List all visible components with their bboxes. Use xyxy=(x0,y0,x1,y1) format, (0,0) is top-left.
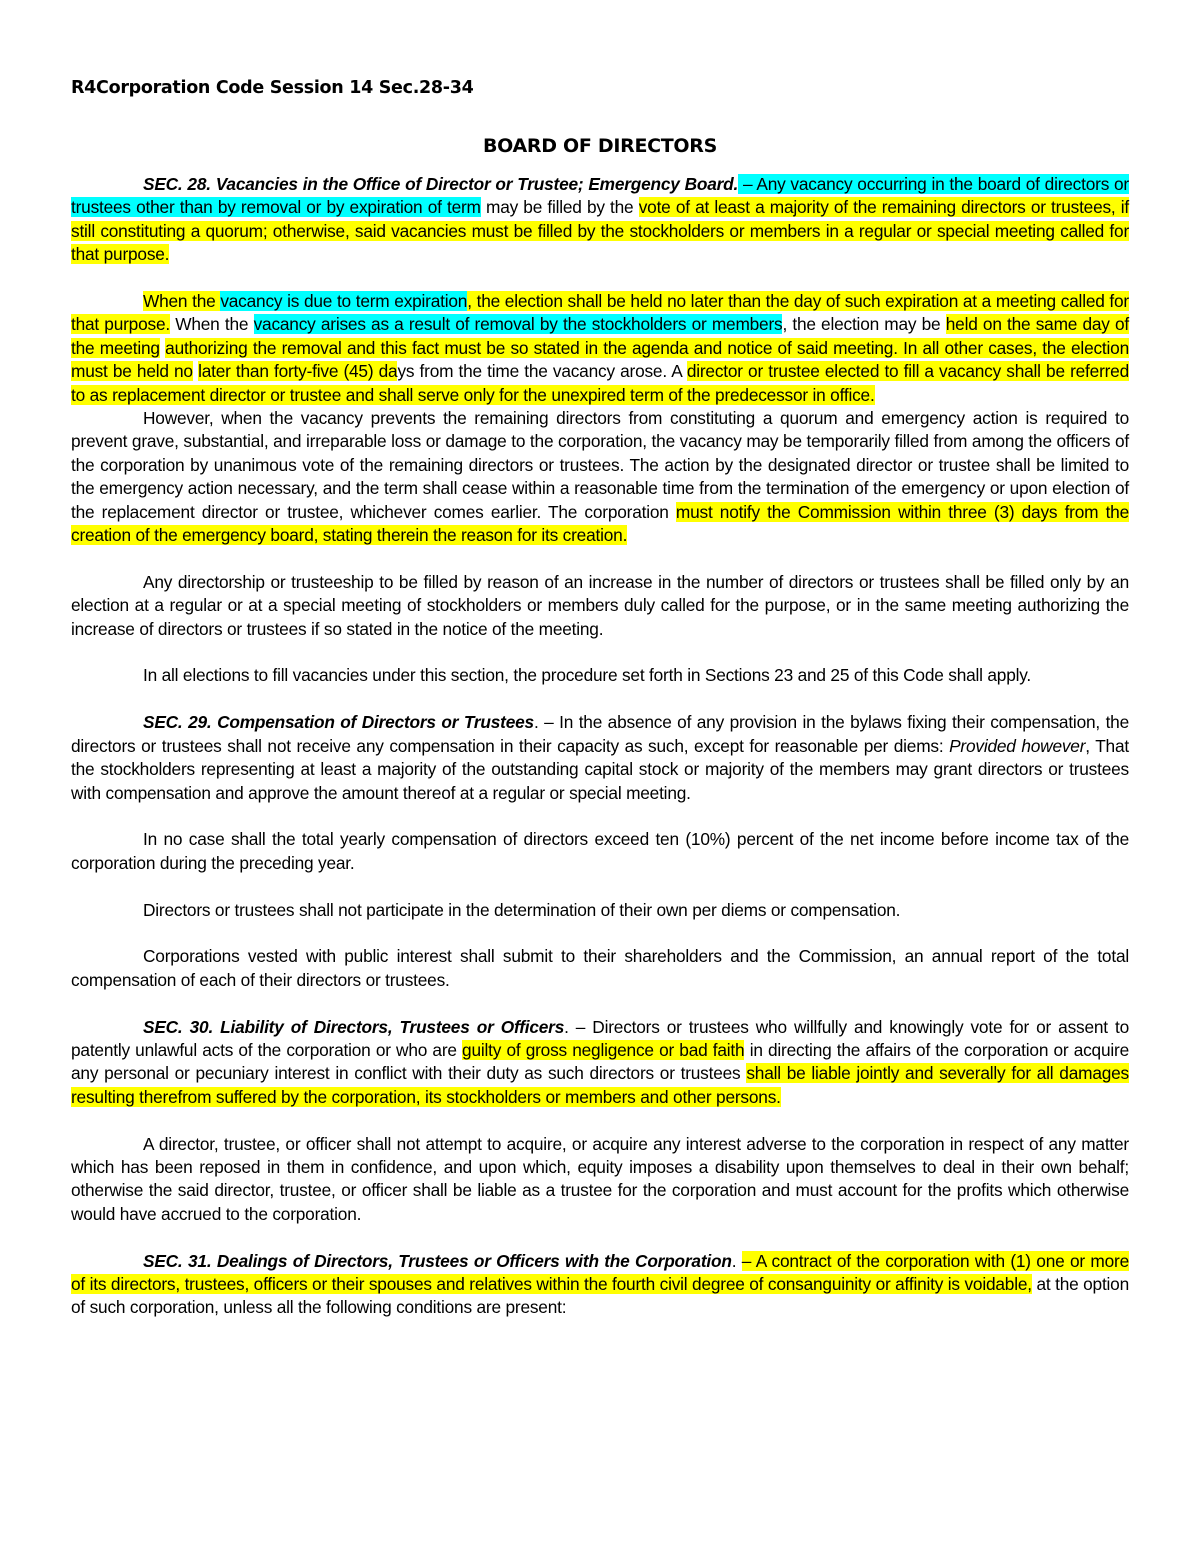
sec28-paragraph-5: In all elections to fill vacancies under this section, the procedure set forth in Sections 23 and 25 of this Code shall apply. xyxy=(143,665,1032,686)
sec30-paragraph-2: A director, trustee, or officer shall not attempt to acquire, or acquire any interest adverse to the corporation in respect of any matter which has been reposed in them in confidence, and upon which, equity imposes a disability upon themselves to deal in their own behalf; otherwise the said director, trustee, or officer shall be liable as a trustee for the corporation and must account for the profits which otherwise would have accrued to the corporation. xyxy=(71,1133,1129,1224)
sec28-paragraph-1 xyxy=(71,173,1129,267)
sec31-p1-run: – A contract of the corporation with (1) one or more of its directors, trustees, officers or their spouses and relatives within the fourth civil degree of consanguinity or affinity is voidable, xyxy=(71,1250,1129,1294)
sec31-p1-run: at the option of such corporation, unless all the following conditions are present: xyxy=(71,1273,1130,1318)
sec28-p2-run: , the election shall be held no later than the day of such expiration at a meeting called for that purpose. xyxy=(71,291,1129,335)
sec29-paragraph-1 xyxy=(71,711,1129,805)
document-header: R4Corporation Code Session 14 Sec.28-34 xyxy=(71,78,474,98)
sec30-paragraph-1 xyxy=(71,1016,1129,1110)
sec29-heading: SEC. 29. Compensation of Directors or Trustees xyxy=(143,712,534,733)
sec29-paragraph-4: Corporations vested with public interest shall submit to their shareholders and the Commission, an annual report of the total compensation of each of their directors or trustees. xyxy=(71,946,1129,990)
sec28-p2-run: later than forty-five (45) da xyxy=(198,361,398,382)
sec28-p1-run: vote of at least a majority of the remaining directors or trustees, if still constituting a quorum; otherwise, said vacancies must be filled by the stockholders or members in a regular or special meeting called for that purpose. xyxy=(71,197,1130,265)
sec28-p2-run: vacancy is due to term expiration xyxy=(220,291,468,312)
sec31-paragraph-1 xyxy=(71,1250,1129,1320)
sec29-paragraph-2: In no case shall the total yearly compensation of directors exceed ten (10%) percent of the net income before income tax of the corporation during the preceding year. xyxy=(71,829,1129,873)
sec28-p3-run: However, when the vacancy prevents the remaining directors from constituting a quorum and emergency action is required to prevent grave, substantial, and irreparable loss or damage to the corporation, the vacancy may be temporarily filled from among the officers of the corporation by unanimous vote of the remaining directors or trustees. The action by the designated director or trustee shall be limited to the emergency action necessary, and the term shall cease within a reasonable time from the termination of the emergency or upon election of the replacement director or trustee, whichever comes earlier. The corporation xyxy=(71,408,1129,522)
sec28-p2-run: When the xyxy=(169,314,254,335)
sec30-p1-run: shall be liable jointly and severally for all damages resulting therefrom suffered by the corporation, its stockholders or members and other persons. xyxy=(71,1063,1129,1107)
sec30-p1-run: guilty of gross negligence or bad faith xyxy=(462,1039,745,1060)
sec28-p3-run: must notify the Commission within three (3) days from the creation of the emergency board, stating therein the reason for its creation. xyxy=(71,501,1129,546)
sec28-paragraph-2 xyxy=(71,290,1129,407)
sec30-p1-run: in directing the affairs of the corporation or acquire any personal or pecuniary interest in conflict with their duty as such directors or trustees xyxy=(71,1039,1129,1084)
sec28-heading: SEC. 28. Vacancies in the Office of Director or Trustee; Emergency Board. xyxy=(143,174,739,194)
document-title: BOARD OF DIRECTORS xyxy=(482,135,717,157)
sec28-p2-run: , the election may be xyxy=(782,314,946,335)
sec28-p1-run: may be filled by the xyxy=(480,197,639,218)
sec28-paragraph-3 xyxy=(71,407,1129,547)
sec28-paragraph-4: Any directorship or trusteeship to be filled by reason of an increase in the number of directors or trustees shall be filled only by an election at a regular or at a special meeting of stockholders or members duly called for the purpose, or in the same meeting authorizing the increase of directors or trustees if so stated in the notice of the meeting. xyxy=(71,571,1129,639)
sec29-p1-proviso: Provided however xyxy=(949,735,1086,756)
sec29-p1-text: , That the stockholders representing at least a majority of the outstanding capital stock or majority of the members may grant directors or trustees with compensation and approve the amount thereof at a regular or special meeting. xyxy=(71,735,1129,803)
sec28-p2-run: When the xyxy=(143,291,221,312)
sec28-p2-run: authorizing the removal and this fact must be so stated in the agenda and notice of said meeting. In all other cases, the election must be held no xyxy=(71,337,1129,382)
sec30-heading: SEC. 30. Liability of Directors, Trustees or Officers xyxy=(143,1016,565,1037)
sec29-p1-text: . – In the absence of any provision in the bylaws fixing their compensation, the directors or trustees shall not receive any compensation in their capacity as such, except for reasonable per diems: xyxy=(71,712,1129,756)
sec28-p1-run: – Any vacancy occurring in the board of directors or trustees other than by removal or by expiration of term xyxy=(71,174,1129,218)
sec30-p1-run: . – Directors or trustees who willfully and knowingly vote for or assent to patently unlawful acts of the corporation or who are xyxy=(71,1016,1129,1060)
sec28-p2-run: ys from the time the vacancy arose. A xyxy=(397,361,687,382)
sec29-paragraph-3: Directors or trustees shall not participate in the determination of their own per diems or compensation. xyxy=(143,899,901,920)
sec31-heading: SEC. 31. Dealings of Directors, Trustees or Officers with the Corporation xyxy=(143,1250,732,1271)
sec28-p2-run: director or trustee elected to fill a vacancy shall be referred to as replacement director or trustee and shall serve only for the unexpired term of the predecessor in office. xyxy=(71,361,1129,405)
sec28-p2-run: held on the same day of the meeting xyxy=(71,314,1130,358)
sec31-p1-run: . xyxy=(731,1250,742,1271)
sec28-p2-run: vacancy arises as a result of removal by the stockholders or members xyxy=(253,314,783,335)
